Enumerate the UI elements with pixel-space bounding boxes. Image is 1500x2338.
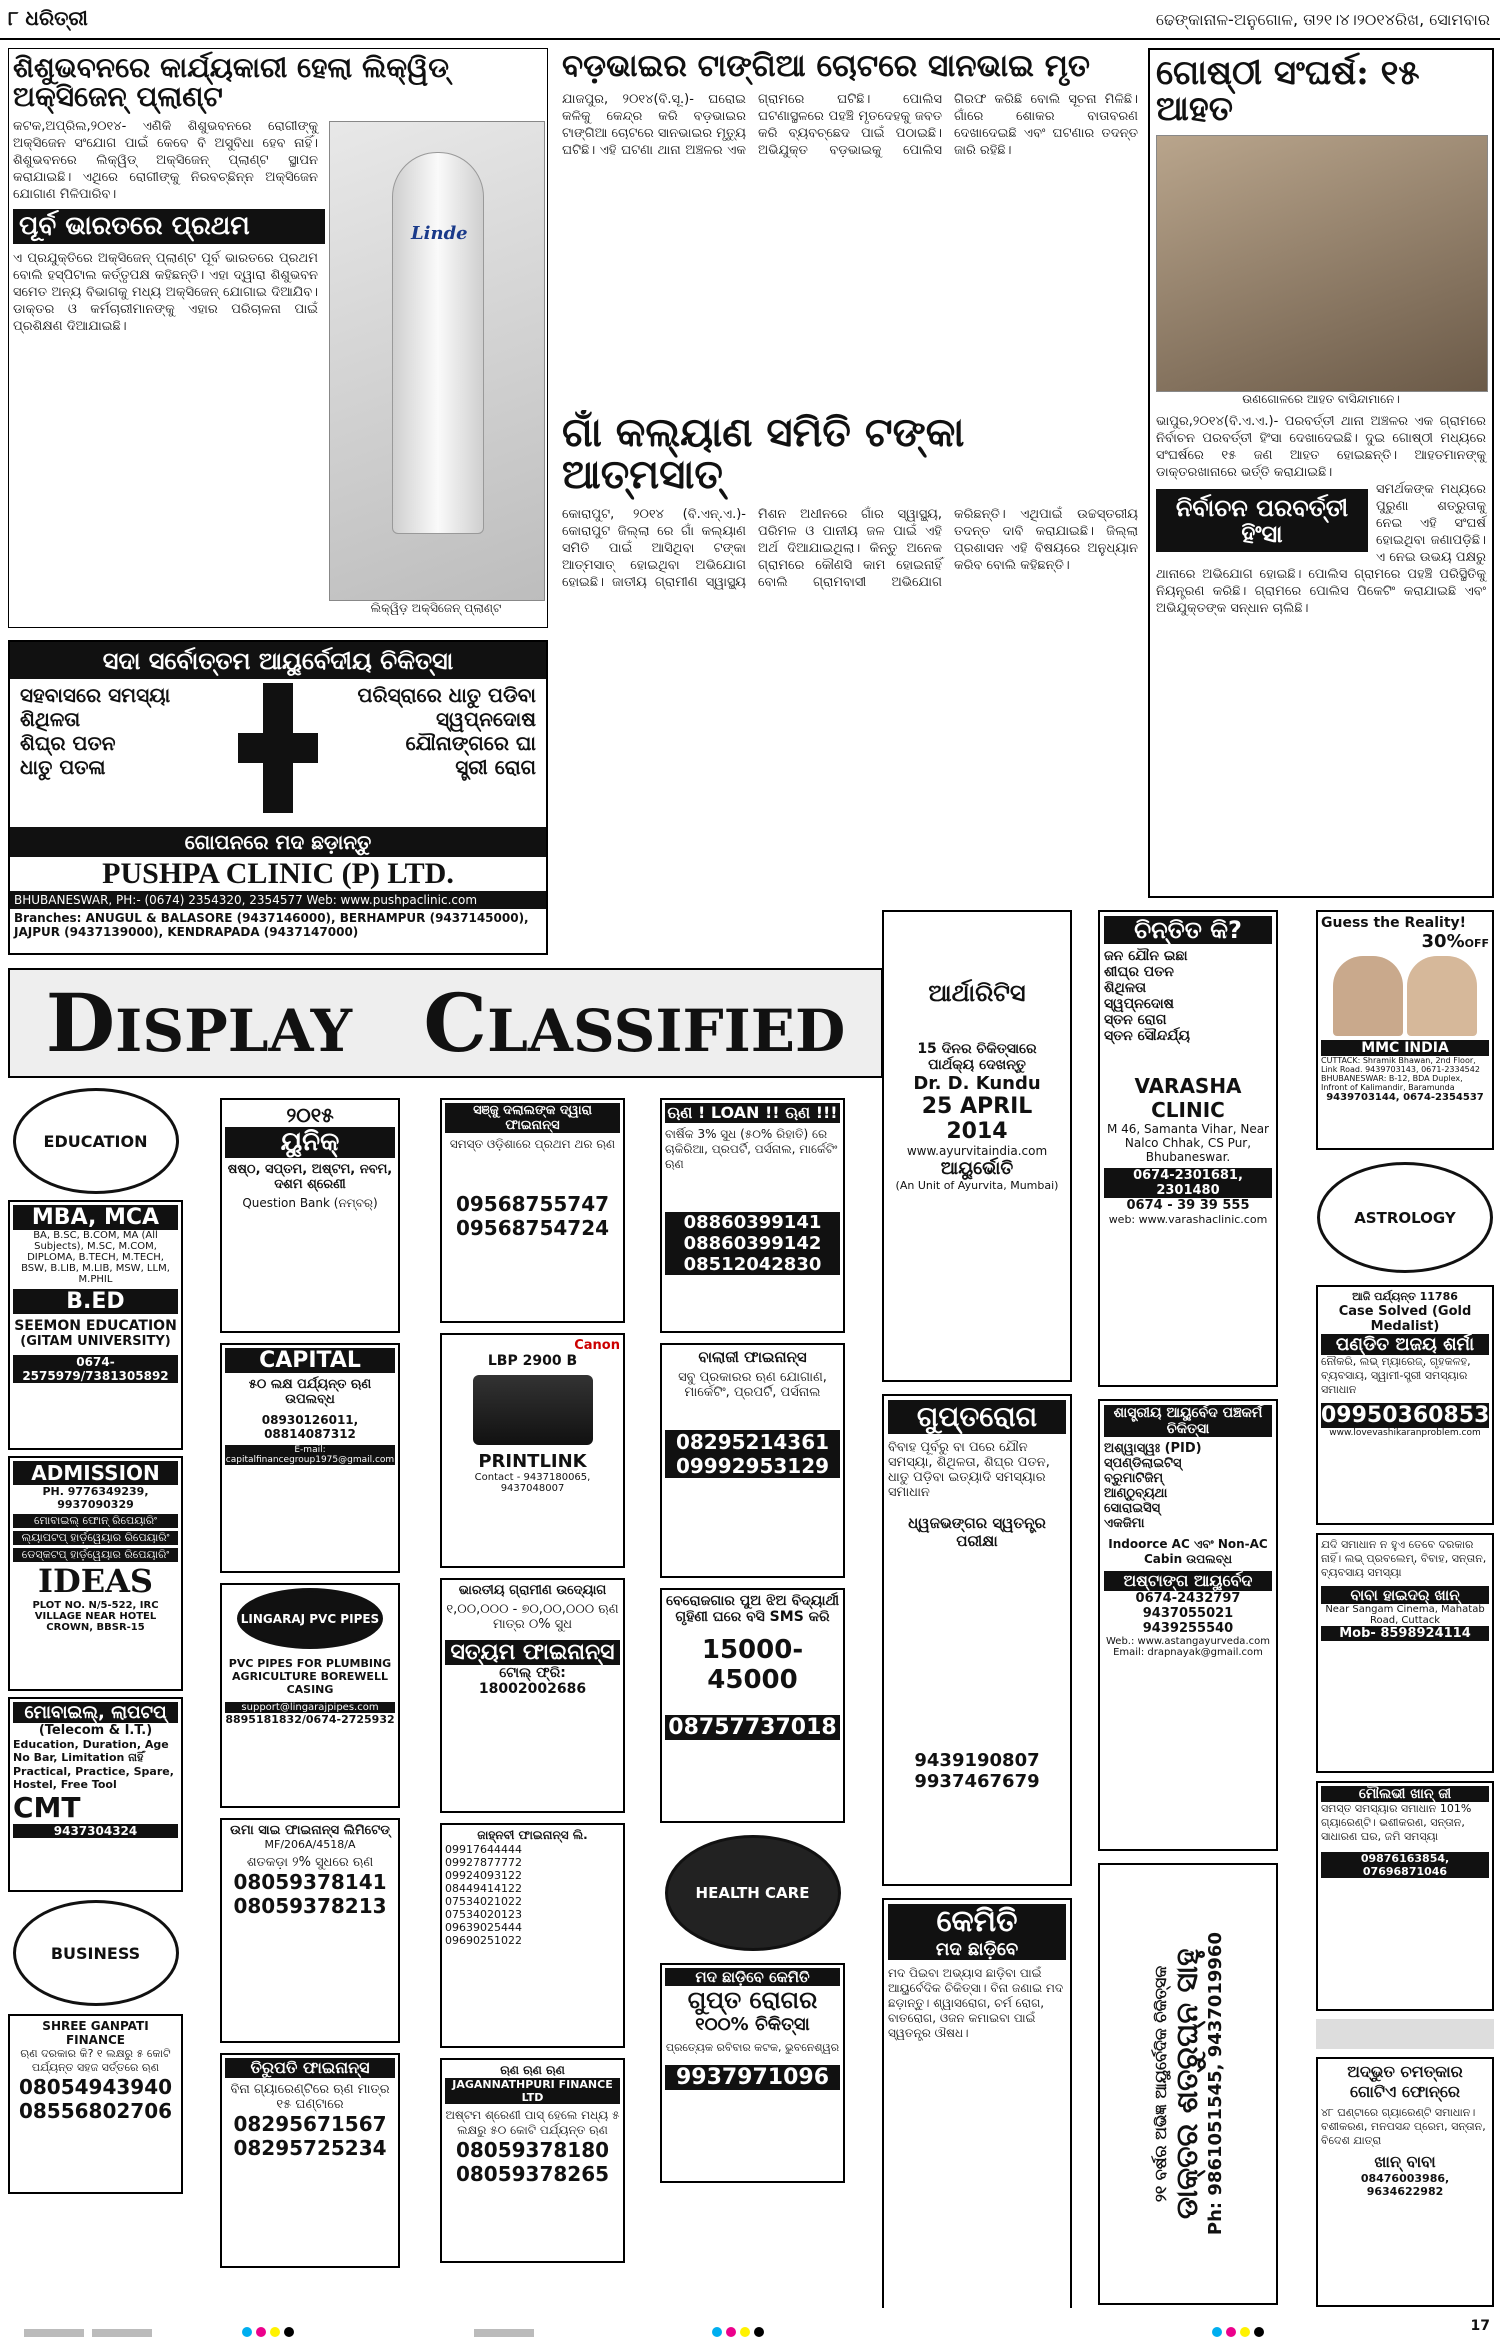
ad-brand: ଖାନ୍ ବାବା [1374,2152,1436,2171]
conditions-right [326,683,536,823]
ad-item: ଜନ ଯୌନ ଇଛା [1104,948,1188,964]
ad-amount: 15000-45000 [701,1635,804,1695]
sanju-finance-ad [440,1098,625,1323]
ad-item: ସ୍ପଣ୍ଡିଲାଇଟିସ୍ [1104,1456,1182,1471]
ad-title: JAGANNATHPURI FINANCE LTD [445,2078,620,2104]
ad-phone: 08757737018 [665,1715,840,1740]
banner-cap: D [45,976,116,1070]
ad-text: 15 ଦିନର ଚିକିତ୍ସାରେ ପାର୍ଥକ୍ୟ ଦେଖନ୍ତୁ [917,1041,1037,1073]
ad-title: ଗୁପ୍ତରୋଗ [888,1400,1066,1434]
ad-brand: ଆୟୁର୍ଭୋତି [940,1158,1014,1179]
ad-phone: 08295671567 [233,2112,387,2136]
ad-phone: 09876163854, 07696871046 [1321,1852,1489,1878]
ad-title: B.ED [13,1289,178,1314]
face-photo [1333,956,1403,1036]
story-headline: ଗାଁ କଲ୍ୟାଣ ସମିତି ଟଙ୍କା ଆତ୍ମସାତ୍ [562,410,965,498]
ad-phone: PH. 9776349239, 9937090329 [42,1485,149,1511]
ad-phone: Ph: 9861051545, 9437019960 [1204,1932,1226,2236]
pushpa-clinic-ad [8,640,548,955]
ad-text: ବାର୍ଷିକ 3% ସୁଧ (୫୦% ରିହାତି) ରେ ଚାକିରିଆ, ପ୍ରପର୍ଟି, ପର୍ସନାଲ, ମାର୍କେଟିଂ ଋଣ [665,1127,838,1171]
clinic-address: CUTTACK: Shramik Bhawan, 2nd Floor, Link Road. 9439703143, 0671-2334542 BHUBANESWAR: B-12, BDA Duplex, Infront of Kalimandir, Baramunda [1321,1056,1480,1092]
ad-phone: 9937971096 [665,2065,840,2090]
classified-column-2 [220,1098,400,2308]
classified-column-7 [1316,910,1494,2308]
ad-text: ବିନା ଗ୍ୟାରେଣ୍ଟିରେ ଋଣ ମାତ୍ର ୧୫ ଘଣ୍ଟାରେ [230,2082,390,2112]
ad-helpline: 0674 - 39 39 555 [1126,1198,1250,1213]
education-ad [8,1200,183,1450]
capital-ad [220,1343,400,1573]
maulavi-khan-ad [1316,1781,1494,2011]
ad-title: ଭାରତୀୟ ଗ୍ରାମୀଣ ଉଦ୍ୟୋଗ [458,1583,607,1598]
ad-top: ମଦ ଛାଡ଼ିବେ କେମିତି [665,1968,840,1986]
ad-title: ଚିନ୍ତିତ କି? [1104,916,1272,944]
ad-brand: ସତ୍ୟମ ଫାଇନାନ୍ସ [445,1640,620,1665]
ad-text: ଶତକଡ଼ା ୨% ସୁଧରେ ଋଣ [246,1855,374,1870]
color-registration-marks [710,2322,766,2338]
admission-ad [8,1456,183,1691]
ad-title: ମୋବାଇଲ୍, ଲାପଟପ୍ [13,1702,178,1723]
banner-word-2 [423,976,845,1070]
varasha-clinic-ad [1098,910,1278,1387]
ad-phone: 0674-2432797 [1135,1591,1241,1606]
ad-text: Case Solved (Gold Medalist) [1338,1304,1472,1334]
ad-text: ଡେସ୍କଟପ୍ ହାର୍ଡ଼ୱେୟାର ରିପେୟାରିଂ [13,1548,178,1562]
ad-text: BA, B.SC, B.COM, MA (All Subjects), M.SC, M.COM, DIPLOMA, B.TECH, M.TECH, BSW, B.LIB, M.LIB, MSW, LLM, M.PHIL [21,1230,170,1285]
ad-text: PVC PIPES FOR PLUMBING AGRICULTURE BOREWELL CASING [228,1657,392,1696]
ad-phone: 08476003986, 9634622982 [1360,2172,1450,2198]
health-care-logo: HEALTH CARE [665,1835,841,1951]
ad-title: ୟୁନିକ୍ [225,1127,395,1158]
ad-title: ସୋରାଇସିସ୍ [912,916,1042,951]
ad-item: ବ୍ରୁମାଟିଜିମ୍ [1104,1471,1164,1486]
ad-phone: 09568754724 [455,1216,610,1240]
story-paragraph: ଏ ପ୍ରଯୁକ୍ତିରେ ଅକ୍ସିଜେନ୍ ପ୍ଲାଣ୍ଟ ପୂର୍ବ ଭାରତରେ ପ୍ରଥମ ବୋଲି ହସ୍ପିଟାଲ କର୍ତ୍ତୃପକ୍ଷ କହିଛନ୍ତି। ଏହା ଦ୍ୱାରା ଶିଶୁଭବନ ସମେତ ଅନ୍ୟ ବିଭାଗକୁ ମଧ୍ୟ ଅକ୍ସିଜେନ୍ ଯୋଗାଇ ଦିଆଯିବ। ଡାକ୍ତର ଓ କର୍ମଚାରୀମାନଙ୍କୁ ଏହାର ପରିଚାଳନା ପାଇଁ ପ୍ରଶିକ୍ଷଣ ଦିଆଯାଇଛି। [13,251,318,335]
ad-phone: 09927877772 [445,1856,522,1869]
classified-column-1 [8,1088,183,2308]
ad-text: ଋଣ ଦରକାର କି? ୧ ଲକ୍ଷରୁ ୫ କୋଟି ପର୍ଯ୍ୟନ୍ତ ସହଜ ସର୍ତ୍ତରେ ଋଣ [20,2047,171,2074]
ad-text: ସମସ୍ତ ଓଡ଼ିଶାରେ ପ୍ରଥମ ଥର ଋଣ [449,1137,616,1151]
condition-item: ସହବାସରେ ସମସ୍ୟା [20,683,171,708]
color-registration-marks [240,2322,296,2338]
unique-ad [220,1098,400,1333]
lingaraj-ad [220,1583,400,1808]
ad-phone: 08054943940 [18,2075,173,2099]
ad-title: ବାବା ହାଇଦର୍ ଖାନ୍ [1321,1586,1489,1604]
ad-phone: 08930126011, 08814087312 [261,1413,359,1441]
ad-text: ୫୦ ଲକ୍ଷ ପର୍ଯ୍ୟନ୍ତ ଋଣ ଉପଲବ୍ଧ [248,1377,372,1407]
ad-reg: MF/206A/4518/A [264,1838,356,1851]
classified-column-4 [660,1098,845,2308]
doctor-vertical-ad [1098,1863,1278,2305]
ad-title: ସଞ୍ଜୁ ଦଲାଲଙ୍କ ଦ୍ୱାରା ଫାଇନାନ୍ସ [445,1103,620,1133]
ad-phone: Contact - 9437180065, 9437048007 [474,1472,591,1494]
ad-brand: IDEAS [37,1562,154,1600]
kemiti-ad [882,1898,1072,2308]
story-body: ଯାଜପୁର, ୨୦୧୪(ବି.ସୂ.)- ଘରୋଇ କଳିକୁ କେନ୍ଦ୍ର କରି ବଡ଼ଭାଇର ଟାଙ୍ଗିଆ ଚୋଟରେ ସାନଭାଇର ମୃତ୍ୟୁ ଘଟିଛି। ଏହି ଘଟଣା ଥାନା ଅଞ୍ଚଳର ଏକ ଗ୍ରାମରେ ଘଟିଛି। ପୋଲିସ ଘଟଣାସ୍ଥଳରେ ପହଞ୍ଚି ମୃତଦେହକୁ ଜବତ କରି ବ୍ୟବଚ୍ଛେଦ ପାଇଁ ପଠାଇଛି। ଅଭିଯୁକ୍ତ ବଡ଼ଭାଇକୁ ପୋଲିସ ଗିରଫ କରିଛି ବୋଲି ସୂଚନା ମିଳିଛି। ଗାଁରେ ଶୋକର ବାତାବରଣ ଦେଖାଦେଇଛି ଏବଂ ଘଟଣାର ତଦନ୍ତ ଜାରି ରହିଛି। [562,91,1138,158]
tirupati-finance-ad [220,2053,400,2268]
ad-phone: 8895181832/0674-2725932 [225,1713,395,1726]
ad-title: PRINTLINK [478,1451,587,1472]
ad-text: ବିବାହ ପୂର୍ବରୁ ବା ପରେ ଯୌନ ସମସ୍ୟା, ଶିଥିଳତା, ଶିଘ୍ର ପତନ, ଧାତୁ ପଡ଼ିବା ଇତ୍ୟାଦି ସମସ୍ୟାର ସମାଧାନ [888,1440,1050,1500]
plant-photo [329,121,543,621]
ad-phone: 08860399142 [665,1233,840,1254]
loan-ad [660,1098,845,1333]
ad-text: ବେରୋଜଗାର ପୁଅ ଝିଅ ବିଦ୍ୟାର୍ଥୀ ଗୃହିଣୀ ଘରେ ବସି SMS କରି [665,1593,840,1625]
ad-email: support@lingarajpipes.com [225,1702,395,1713]
ad-phone: 08059378265 [455,2162,610,2186]
ad-text: ୪୮ ଘଣ୍ଟାରେ ଗ୍ୟାରେଣ୍ଟି ସମାଧାନ। ବଶୀକରଣ, ମନପସନ୍ଦ ପ୍ରେମ, ସନ୍ତାନ, ବିଦେଶ ଯାତ୍ରା [1321,2106,1486,2147]
ad-item: ଶିଥିଳତା [1104,980,1147,996]
ad-phone: 07534020123 [445,1908,522,1921]
ad-text: ସମସ୍ତ ସମସ୍ୟାର ସମାଧାନ 101% ଗ୍ୟାରେଣ୍ଟି। ଭଶୀକରଣ, ସନ୍ତାନ, ସାଧାରଣ ଘର, ଜମି ସମସ୍ୟା [1321,1802,1472,1843]
gupta-rogar-ad [660,1963,845,2183]
balaji-finance-ad [660,1343,845,1578]
mmc-india-ad [1316,910,1494,1150]
ad-strip: ଗୋପନରେ ମଦ ଛଡ଼ାନ୍ତୁ [10,827,546,857]
ad-item: ଏକଜିମା [1104,1516,1145,1531]
story-body: ଭାପୁର,୨୦୧୪(ବି.ଏ.ଏ.)- ପରବର୍ତ୍ତୀ ଥାନା ଅଞ୍ଚଳର ଏକ ଗ୍ରାମରେ ନିର୍ବାଚନ ପରବର୍ତ୍ତୀ ହିଂସା ଦେଖାଦେଇଛି। ଦୁଇ ଗୋଷ୍ଠୀ ମଧ୍ୟରେ ସଂଘର୍ଷରେ ୧୫ ଜଣ ଆହତ ହୋଇଛନ୍ତି। ଆହତମାନଙ୍କୁ ଡାକ୍ତରଖାନାରେ ଭର୍ତ୍ତି କରାଯାଇଛି। [1156,414,1486,481]
jahnavi-finance-ad [440,1823,625,2048]
ad-phone: 08512042830 [665,1254,840,1275]
uma-sai-finance-ad [220,1818,400,2043]
photo-caption: ଉଣଗୋଳରେ ଆହତ ବାସିନ୍ଦାମାନେ। [1242,392,1400,407]
classified-column-6 [1098,910,1278,2308]
ad-subtitle: ଓ ଅନ୍ୟ ଚର୍ମରୋଗ [904,951,1050,975]
ad-discount-suffix: OFF [1464,937,1489,950]
ad-text: ୧୦୦% ଚିକିତ୍ସା [695,2014,810,2035]
ad-text: (An Unit of Ayurvita, Mumbai) [895,1179,1059,1192]
ad-year: ୨୦୧୫ [286,1103,334,1127]
printer-icon [473,1375,593,1445]
adbhuta-ad [1316,2057,1494,2307]
ad-web: www.lovevashikaranproblem.com [1329,1428,1481,1438]
business-logo: BUSINESS [13,1900,179,2006]
ad-title: ଶାସ୍ତ୍ରୀୟ ଆୟୁର୍ବେଦ ପଞ୍ଚକର୍ମ ଚିକିତ୍ସା [1104,1405,1272,1437]
ad-title: କେମିତି [888,1904,1066,1939]
story-group-clash [1148,48,1494,898]
page-footer [0,2318,1500,2338]
ad-phone: 0674-2301681, 2301480 [1104,1168,1272,1198]
tank-brand: Linde [411,223,468,244]
ad-phone: 09639025444 [445,1921,522,1934]
ad-text: ସବୁ ପ୍ରକାରର ଋଣ ଯୋଗାଣ, ମାର୍କେଟିଂ, ପ୍ରପର୍ଟି, ପର୍ସନାଲ [678,1370,827,1400]
clinic-name: VARASHA CLINIC [1134,1074,1242,1122]
ad-phone: 09992953129 [665,1454,840,1478]
banner-word-1 [46,976,352,1070]
ad-text: ଆଜି ପର୍ଯ୍ୟନ୍ତ 11786 [1352,1290,1458,1303]
ad-model: LBP 2900 B [487,1353,578,1369]
ad-web: www.ayurvitaindia.com [906,1144,1048,1158]
ad-item: ଶୀଘ୍ର ପତନ [1104,964,1174,980]
clinic-name: PUSHPA CLINIC (P) LTD. [102,857,454,891]
ad-subtitle: ଆର୍ଥାରିଟିସ [888,979,1066,1007]
ad-text: ଷଷ୍ଠ, ସପ୍ତମ, ଅଷ୍ଟମ, ନବମ, ଦଶମ ଶ୍ରେଣୀ [227,1162,393,1192]
ad-brand: Canon [574,1338,620,1353]
ad-text: Indoorce AC ଏବଂ Non-AC Cabin ଉପଲବ୍ଧ [1108,1537,1268,1566]
ad-item: ସ୍ୱପ୍ନଦୋଷ [1104,996,1174,1012]
ad-banner: ସଦା ସର୍ବୋତ୍ତମ ଆୟୁର୍ବେଦୀୟ ଚିକିତ୍ସା [10,642,546,679]
ad-title: ଗୁପ୍ତ ରୋଗର [687,1986,818,2014]
ad-text: ଲ୍ୟାପଟପ୍ ହାର୍ଡ଼ୱେୟାର ରିପେୟାରିଂ [13,1531,178,1545]
classified-column-5 [882,910,1072,2308]
banner-rest: LASSIFIED [487,997,846,1065]
ad-phone: 08059378180 [455,2138,610,2162]
page-header [0,0,1500,40]
ad-top: ଋଣ ଋଣ ଋଣ [500,2063,565,2077]
ad-text: (GITAM UNIVERSITY) [20,1334,171,1349]
page-number: ୮ ଧରିତ୍ରୀ [8,6,88,30]
condition-item: ସ୍ତ୍ରୀ ରୋଗ [455,755,536,780]
satyam-finance-ad [440,1578,625,1813]
ad-text: ଯଦି ସମାଧାନ ନ ହୁଏ ତେବେ ଦରକାର ନାହିଁ। ଲଭ୍ ପ୍ରବଲେମ୍, ବିବାହ, ସନ୍ତାନ, ବ୍ୟବସାୟ ସମସ୍ୟା [1321,1538,1487,1579]
story-body: କୋରାପୁଟ, ୨୦୧୪ (ବି.ଏନ୍.ଏ.)- କୋରାପୁଟ ଜିଲ୍ଲା ରେ ଗାଁ କଲ୍ୟାଣ ସମିତି ପାଇଁ ଆସିଥିବା ଟଙ୍କା ଆତ୍ମସାତ୍ ହୋଇଥିବା ଅଭିଯୋଗ ହୋଇଛି। ଜାତୀୟ ଗ୍ରାମୀଣ ସ୍ୱାସ୍ଥ୍ୟ ମିଶନ ଅଧୀନରେ ଗାଁର ସ୍ୱାସ୍ଥ୍ୟ, ପରିମଳ ଓ ପାନୀୟ ଜଳ ପାଇଁ ଏହି ଅର୍ଥ ଦିଆଯାଇଥିଲା। କିନ୍ତୁ ଅନେକ ଗ୍ରାମରେ କୌଣସି କାମ ହୋଇନାହିଁ ବୋଲି ଗ୍ରାମବାସୀ ଅଭିଯୋଗ କରିଛନ୍ତି। ଏଥିପାଇଁ ଉଚ୍ଚସ୍ତରୀୟ ତଦନ୍ତ ଦାବି କରାଯାଇଛି। ଜିଲ୍ଲା ପ୍ରଶାସନ ଏହି ବିଷୟରେ ଅନୁଧ୍ୟାନ କରିବ ବୋଲି କହିଛନ୍ତି। [562,507,1138,590]
ad-phone: 09690251022 [445,1934,522,1947]
ad-title: Guess the Reality! [1321,915,1467,931]
oxygen-tank-graphic [392,152,484,534]
ad-phone: 9437055021 [1142,1606,1234,1621]
story-body-2 [13,250,318,335]
color-registration-marks [1210,2322,1266,2338]
story-subhead: ନିର୍ବାଚନ ପରବର୍ତ୍ତୀ ହିଂସା [1156,489,1368,551]
ad-title: ଡାକ୍ତର ଶତ୍ରୁଘ୍ନ ସାହୁ [1169,1948,1205,2220]
pandit-ajay-ad [1316,1285,1494,1525]
story-subhead: ପୂର୍ବ ଭାରତରେ ପ୍ରଥମ [13,209,325,244]
clinic-name: ଅଷ୍ଟାଙ୍ଗ ଆୟୁର୍ବେଦ [1104,1571,1272,1591]
ad-subtitle: (Telecom & I.T.) [38,1723,153,1738]
story-fund-misuse [560,410,1140,910]
ad-phone: 07534021022 [445,1895,522,1908]
clinic-address: M 46, Samanta Vihar, Near Nalco Chhak, CS Pur, Bhubaneswar. [1106,1122,1269,1164]
condition-item: ଶିଘ୍ର ପତନ [20,731,116,756]
ad-subtitle: ମଦ ଛାଡ଼ିବେ [888,1939,1066,1960]
ad-text: ନୌକରି, ଲଭ୍ ମ୍ୟାରେଜ୍, ଗୃହକଳହ, ବ୍ୟବସାୟ, ସ୍ୱାମୀ-ସ୍ତ୍ରୀ ସମସ୍ୟାର ସମାଧାନ [1321,1355,1471,1396]
ad-item: ସୋରାଇସିସ୍ [1104,1501,1161,1516]
ad-phone: 08449414122 [445,1882,522,1895]
condition-item: ପରିସ୍ରାରେ ଧାତୁ ପଡିବା [357,683,536,708]
condition-item: ସ୍ୱପ୍ନଦୋଷ [436,707,536,732]
ad-phone: ଟୋଲ୍ ଫ୍ରି: 18002002686 [478,1665,587,1697]
ad-item: ଅଶ୍ୱାସ୍ୱଃ (PID) [1104,1441,1202,1456]
clinic-contact: BHUBANESWAR, PH:- (0674) 2354320, 2354577 Web: www.pushpaclinic.com [10,891,546,909]
ad-address: Near Sangam Cinema, Mahatab Road, Cuttack [1325,1604,1485,1626]
footer-page-number: 17 [1470,2318,1490,2334]
display-classified-banner [8,968,883,1078]
ad-title: ଅଦ୍ଭୁତ ଚମତ୍କାର [1347,2062,1463,2081]
psoriasis-ad [882,910,1072,1382]
story-body-2: ସମର୍ଥକଙ୍କ ମଧ୍ୟରେ ପୁରୁଣା ଶତ୍ରୁତାକୁ ନେଇ ଏହି ସଂଘର୍ଷ ହୋଇଥିବା ଜଣାପଡ଼ିଛି। ଏ ନେଇ ଉଭୟ ପକ୍ଷରୁ ଥାନାରେ ଅଭିଯୋଗ ହୋଇଛି। ପୋଲିସ ଗ୍ରାମରେ ପହଞ୍ଚି ପରିସ୍ଥିତିକୁ ନିୟନ୍ତ୍ରଣ କରିଛି। ଗ୍ରାମରେ ପୋଲିସ ପିକେଟିଂ କରାଯାଇଛି ଏବଂ ଅଭିଯୁକ୍ତଙ୍କ ସନ୍ଧାନ ଚାଲିଛି। [1156,482,1486,617]
ad-text: ମଦ ପିଇବା ଅଭ୍ୟାସ ଛାଡ଼ିବା ପାଇଁ ଆୟୁର୍ବେଦିକ ଚିକିତ୍ସା। ବିନା ଜଣାଇ ମଦ ଛଡ଼ାନ୍ତୁ। ଶ୍ୱାସରୋଗ, ଚର୍ମ ରୋଗ, ବାତରୋଗ, ଓଜନ କମାଇବା ପାଇଁ ସ୍ୱତନ୍ତ୍ର ଔଷଧ। [888,1966,1064,2040]
story-headline: ଶିଶୁଭବନରେ କାର୍ଯ୍ୟକାରୀ ହେଲା ଲିକ୍ୱିଡ୍ ଅକ୍ସିଜେନ୍ ପ୍ଲାଣ୍ଟ [13,51,449,114]
ad-phone: 09924093122 [445,1869,522,1882]
mobile-laptop-ad [8,1697,183,1892]
ad-title: ମୌଲଭୀ ଖାନ୍ ଜୀ [1321,1786,1489,1802]
ad-phone: 08295214361 [665,1430,840,1454]
ad-note: ପ୍ରତ୍ୟେକ ରବିବାର କଟକ, ଭୁବନେଶ୍ୱର [665,2041,840,2054]
ad-phone: 0674-2575979/7381305892 [13,1355,178,1383]
ad-title: ବାଲାଜୀ ଫାଇନାନ୍ସ [698,1348,807,1366]
ad-brand: SEEMON EDUCATION [14,1318,177,1334]
ad-text: ମୋବାଇଲ୍ ଫୋନ୍ ରିପେୟାରିଂ [13,1514,178,1528]
ganpati-finance-ad [8,2014,183,2194]
story-fratricide [560,48,1140,398]
story-headline: ଗୋଷ୍ଠୀ ସଂଘର୍ଷ: ୧୫ ଆହତ [1156,53,1420,129]
ad-phone: 09917644444 [445,1843,522,1856]
ad-phone: 09950360853 [1321,1403,1490,1428]
ad-note: Question Bank (ନମ୍ବର୍) [242,1196,378,1210]
ad-text: Education, Duration, Age No Bar, Limitation ନାହିଁ Practical, Practice, Spare, Hostel, Free Tool [13,1738,174,1791]
ad-title: MBA, MCA [13,1205,178,1230]
ad-text: ୨୧ ବର୍ଷର ଅଭିଜ୍ଞ ଆୟୁର୍ବେଦିକ ଚିକିତ୍ସକ [1150,1965,1170,2203]
baba-haider-ad [1316,1533,1494,1773]
banner-cap: C [423,976,488,1070]
ad-phone: 8895434521 [900,1200,1054,1225]
story-oxygen-plant [8,48,548,628]
condition-item: ଯୌନାଙ୍ଗରେ ଘା [405,731,536,756]
ad-discount: 30% [1421,931,1465,952]
banner-rest: ISPLAY [115,997,352,1065]
ad-subtitle: ଗୋଟିଏ ଫୋନ୍‌ରେ [1349,2082,1461,2101]
ad-phone: 9937467679 [914,1771,1040,1792]
ad-phone: 08059378141 [233,1870,387,1894]
classified-column-3 [440,1098,625,2308]
photo-caption: ଲିକ୍ୱିଡ଼ ଅକ୍ସିଜେନ୍ ପ୍ଲାଣ୍ଟ [370,601,502,615]
cross-icon [238,683,318,823]
gupta-rog-ad [882,1394,1072,1886]
ad-title: ଜାହ୍ନବୀ ଫାଇନାନ୍ସ ଲି. [477,1828,588,1842]
ad-phone: 08860399141 [665,1212,840,1233]
ad-web: web: www.varashaclinic.com [1108,1213,1268,1226]
clinic-name: MMC INDIA [1321,1040,1489,1056]
ad-title: CAPITAL [225,1348,395,1373]
ad-address: PLOT NO. N/5-522, IRC VILLAGE NEAR HOTEL CROWN, BBSR-15 [32,1600,159,1633]
grey-strip [1316,2019,1494,2049]
ad-phone: 08556802706 [18,2099,173,2123]
ad-item: ସ୍ତନ ସୌନ୍ଦର୍ଯ୍ୟ [1104,1028,1191,1044]
story-paragraph: କଟକ,ଅପ୍ରିଲ,୨୦୧୪- ଏଣିକି ଶିଶୁଭବନରେ ରୋଗୀଙ୍କୁ ଅକ୍ସିଜେନ ସଂଯୋଗ ପାଇଁ କେବେ ବି ଅସୁବିଧା ହେବ ନାହିଁ। ଶିଶୁଭବନରେ ଲିକ୍ୱିଡ୍ ଅକ୍ସିଜେନ୍ ପ୍ଲାଣ୍ଟ ସ୍ଥାପନ କରାଯାଇଛି। ଏଥିରେ ରୋଗୀଙ୍କୁ ନିରବଚ୍ଛିନ୍ନ ଅକ୍ସିଜେନ ଯୋଗାଣ ମିଳିପାରିବ। [13,118,318,202]
astrology-logo: ASTROLOGY [1317,1162,1493,1273]
ad-title: ତିରୁପତି ଫାଇନାନ୍ସ [225,2058,395,2078]
ad-email: Email: drapnayak@gmail.com [1113,1647,1263,1658]
ad-phone: 9439255540 [1142,1621,1234,1636]
printlink-ad [440,1333,625,1568]
ad-web: Web.: www.astangayurveda.com [1106,1636,1270,1647]
ad-email: E-mail: capitalfinancegroup1975@gmail.com [225,1445,395,1465]
ad-title: ଋଣ ! LOAN !! ଋଣ !!! [665,1103,840,1123]
ad-item: ଆଣ୍ଠୁବ୍ୟଥା [1104,1486,1168,1501]
injured-photo [1156,135,1488,392]
ad-item: ସ୍ତନ ରୋଗ [1104,1012,1167,1028]
ad-phone: Mob- 8598924114 [1321,1626,1489,1641]
ad-title: ADMISSION [13,1461,178,1485]
ad-title: ପଣ୍ଡିତ ଅଜୟ ଶର୍ମା [1321,1334,1489,1355]
ad-subtitle: ଡାଇବେଟିସ୍,ସ୍ତ୍ରୀ ରୋଗ [907,1011,1047,1030]
ad-brand: CMT [13,1791,81,1824]
ad-phone: 09568755747 [455,1192,610,1216]
ad-text: ୧,୦୦,୦୦୦ - ୭୦,୦୦,୦୦୦ ଋଣ ମାତ୍ର ୦% ସୁଧ [446,1602,619,1632]
clinic-branches: Branches: ANUGUL & BALASORE (9437146000), BERHAMPUR (9437145000), JAJPUR (9437139000), KENDRAPADA (9437147000) [14,911,529,940]
ad-doctor: Dr. D. Kundu [913,1073,1041,1094]
ad-phone: 08059378213 [233,1894,387,1918]
story-body [13,118,318,203]
ad-date: 25 APRIL 2014 [921,1094,1033,1144]
ad-phone: 9439703144, 0674-2354537 [1326,1092,1484,1103]
ad-phone: 08295725234 [233,2136,387,2160]
jagannathpuri-finance-ad [440,2058,625,2263]
ad-text: ଅଷ୍ଟମ ଶ୍ରେଣୀ ପାସ୍ ହେଲେ ମଧ୍ୟ ୫ ଲକ୍ଷରୁ ୫୦ କୋଟି ପର୍ଯ୍ୟନ୍ତ ଋଣ [445,2108,620,2137]
condition-grid [10,679,546,827]
story-headline: ବଡ଼ଭାଇର ଟାଙ୍ଗିଆ ଚୋଟରେ ସାନଭାଇ ମୃତ [562,48,1091,84]
dateline: ଢେଙ୍କାନାଳ-ଅନୁଗୋଳ, ତା୨୧।୪।୨୦୧୪ରିଖ, ସୋମବାର [1155,10,1490,29]
ad-title: ଉମା ସାଇ ଫାଇନାନ୍ସ ଲିମିଟେଡ୍ [230,1823,390,1838]
sms-job-ad [660,1588,845,1823]
lingaraj-logo: LINGARAJ PVC PIPES [237,1588,383,1649]
ad-phone: 9439190807 [914,1750,1040,1771]
ad-phone: 9437304324 [13,1824,178,1838]
ad-title: SHREE GANPATI FINANCE [42,2019,149,2047]
condition-item: ଧାତୁ ପତଳା [20,755,106,780]
ashtang-ayurveda-ad [1098,1399,1278,1851]
conditions-left [20,683,230,823]
ad-strip: ଧ୍ୱଜଭଙ୍ଗର ସ୍ୱତନ୍ତ୍ର ପରୀକ୍ଷା [908,1514,1046,1550]
education-logo: EDUCATION [13,1088,179,1194]
condition-item: ଶିଥିଳତା [20,707,81,732]
face-photo [1407,956,1477,1036]
